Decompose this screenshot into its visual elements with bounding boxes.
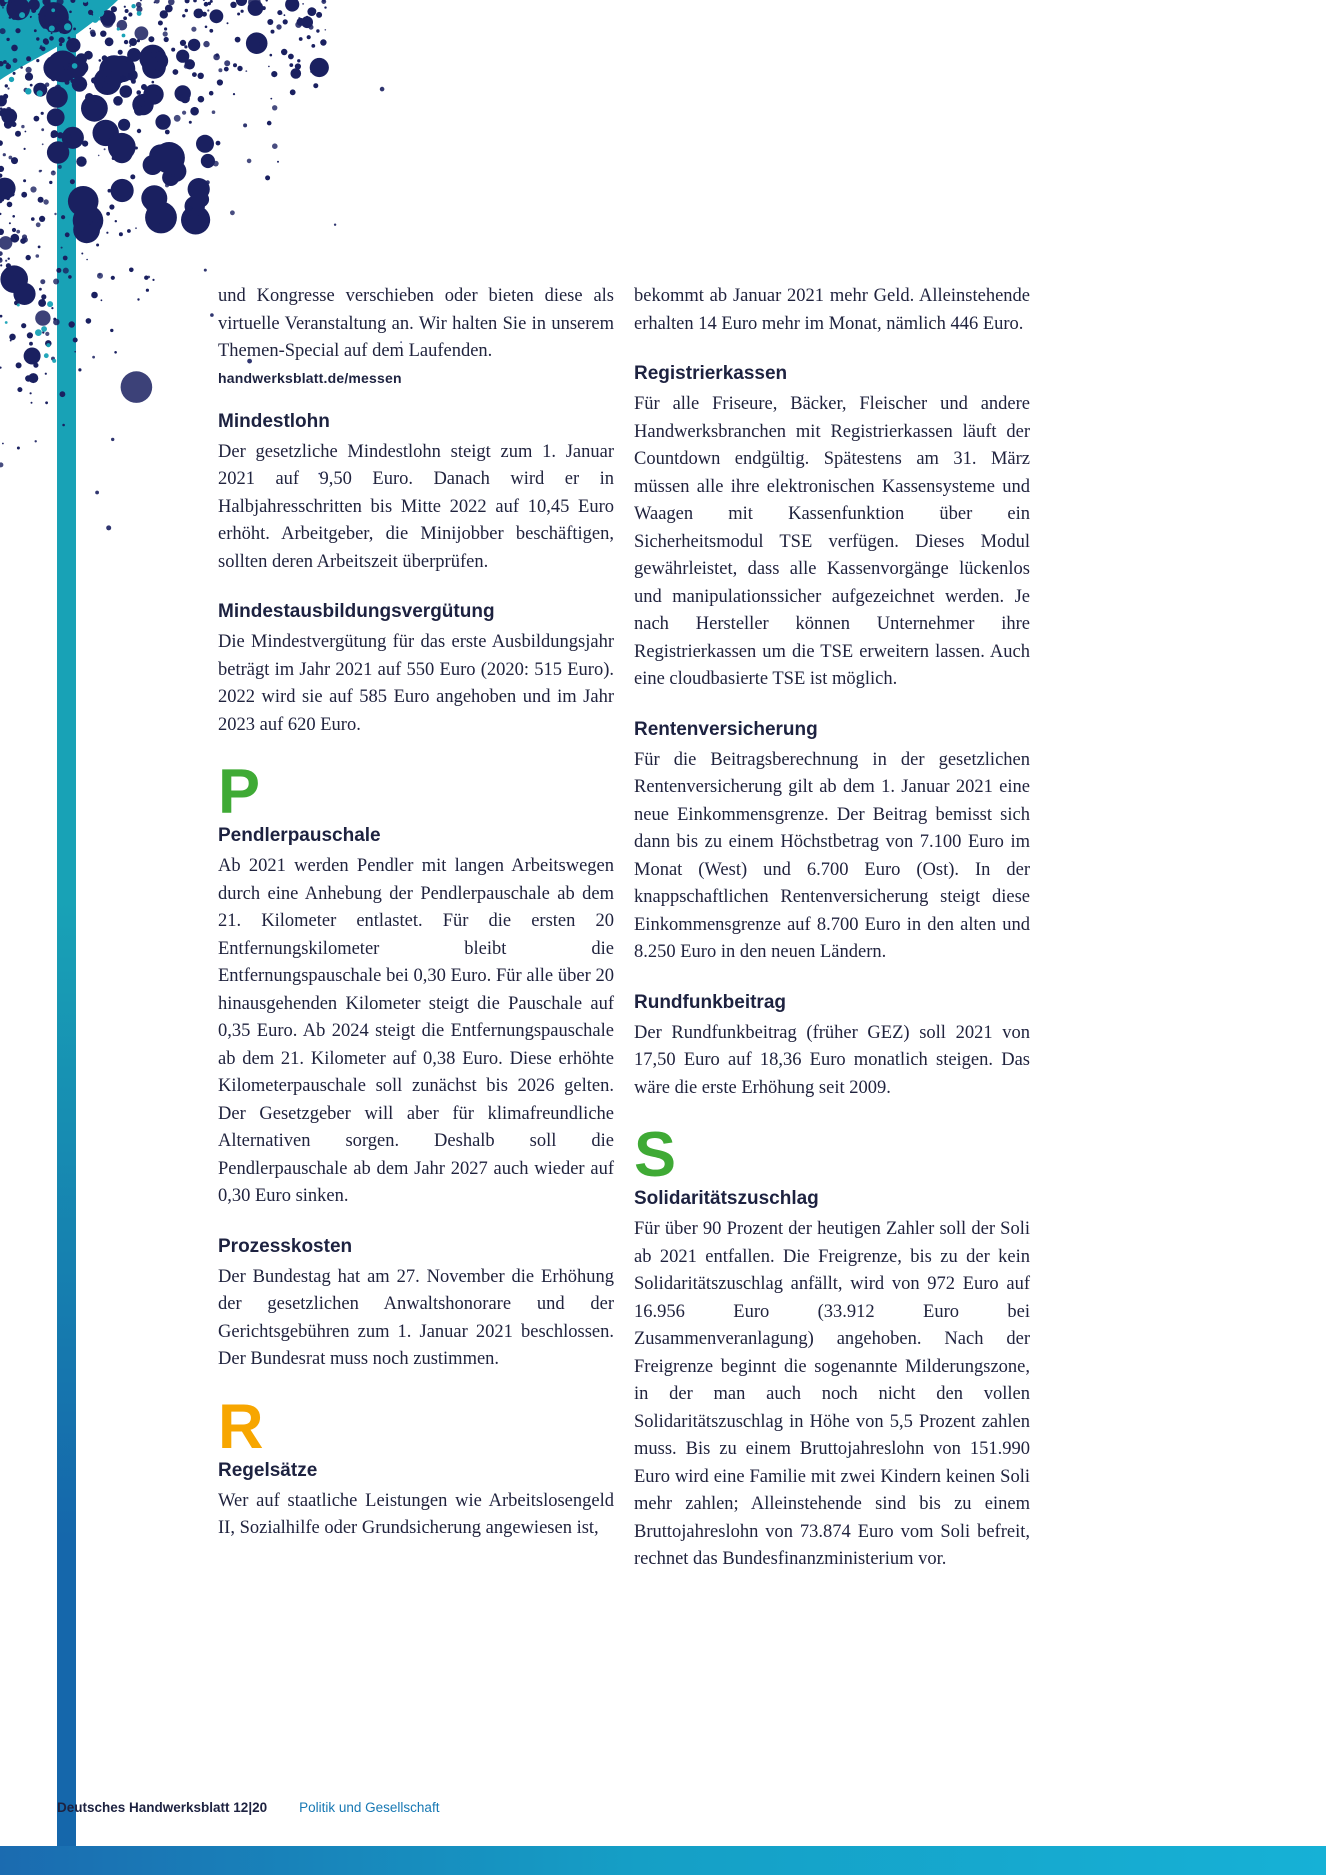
paragraph: bekommt ab Januar 2021 mehr Geld. Alleinstehende erhalten 14 Euro mehr im Monat, nämlich 446 Euro. — [634, 286, 1030, 334]
section-heading: Pendlerpauschale — [218, 825, 381, 846]
index-letter: S — [634, 1120, 677, 1190]
paragraph: Der Bundestag hat am 27. November die Erhöhung der gesetzlichen Anwaltshonorare und der Gerichtsgebühren zum 1. Januar 2021 beschlossen. Der Bundesrat muss noch zustimmen. — [218, 1266, 614, 1369]
paragraph: Für über 90 Prozent der heutigen Zahler soll der Soli ab 2021 entfallen. Die Freigrenze, bis zu der kein Solidaritätszuschlag anfällt, wird von 972 Euro auf 16.956 Euro (33.912 Euro bei Zusammenveranlagung) angehoben. Nach der Freigrenze beginnt die sogenannte Milderungszone, in der man auch noch nicht den vollen Solidaritätszuschlag in Höhe von 5,5 Prozent zahlen muss. Bis zu einem Bruttojahreslohn von 151.990 Euro wird eine Familie mit zwei Kindern keinen Soli mehr zahlen; Alleinstehende sind bis zu einem Bruttojahreslohn von 73.874 Euro vom Soli befreit, rechnet das Bundesfinanzministerium vor. — [634, 1219, 1030, 1569]
section-heading: Mindestausbildungsvergütung — [218, 601, 495, 622]
paragraph: Ab 2021 werden Pendler mit langen Arbeitswegen durch eine Anhebung der Pendlerpauschale ab dem 21. Kilometer entlastet. Für die ersten 20 Entfernungskilometer bleibt die Entfernungspauschale bei 0,30 Euro. Für alle über 20 hinausgehenden Kilometer steigt die Pauschale auf 0,35 Euro. Ab 2024 steigt die Entfernungspauschale ab dem 21. Kilometer auf 0,38 Euro. Diese erhöhte Kilometerpauschale soll zunächst bis 2026 gelten. Der Gesetzgeber will aber für klimafreundliche Alternativen sorgen. Deshalb soll die Pendlerpauschale ab dem Jahr 2027 auch wieder auf 0,30 Euro sinken. — [218, 856, 614, 1206]
website-link[interactable]: handwerksblatt.de/messen — [218, 369, 402, 386]
left-column — [218, 283, 614, 1574]
section-heading: Regelsätze — [218, 1459, 318, 1481]
page-footer — [57, 1800, 439, 1815]
section-heading: Solidaritätszuschlag — [634, 1188, 819, 1209]
index-letter: R — [218, 1391, 264, 1462]
paragraph: Der gesetzliche Mindestlohn steigt zum 1. Januar 2021 auf 9,50 Euro. Danach wird er in Halbjahresschritten bis Mitte 2022 auf 10,45 Euro erhöht. Arbeitgeber, die Minijobber beschäftigen, sollten deren Arbeitszeit überprüfen. — [218, 441, 614, 572]
bottom-gradient-bar — [0, 1846, 1326, 1875]
article-body — [218, 283, 1031, 1574]
paragraph: Für alle Friseure, Bäcker, Fleischer und andere Handwerksbranchen mit Registrierkassen läuft der Countdown endgültig. Spätestens am 31. März müssen alle ihre elektronischen Kassensysteme und Waagen mit Kassenfunktion über ein Sicherheitsmodul TSE verfügen. Dieses Modul gewährleistet, dass alle Kassenvorgänge lückenlos und manipulationssicher aufgezeichnet werden. Je nach Hersteller können Unternehmer ihre Registrierkassen um die TSE erweitern lassen. Auch eine cloudbasierte TSE ist möglich. — [634, 394, 1030, 689]
paragraph: Für die Beitragsberechnung in der gesetzlichen Rentenversicherung gilt ab dem 1. Januar 2021 eine neue Einkommensgrenze. Der Beitrag bemisst sich dann bis zu einem Höchstbetrag von 7.100 Euro im Monat (West) und 6.700 Euro (Ost). In der knappschaftlichen Rentenversicherung steigt diese Einkommensgrenze auf 8.700 Euro in den alten und 8.250 Euro in den neuen Ländern. — [634, 749, 1030, 962]
magazine-issue-label: Deutsches Handwerksblatt 12|20 — [57, 1800, 268, 1815]
paragraph: und Kongresse verschieben oder bieten diese als virtuelle Veranstaltung an. Wir halten Sie in unserem Themen-Special auf dem Laufenden. — [218, 286, 614, 361]
paragraph: Der Rundfunkbeitrag (früher GEZ) soll 2021 von 17,50 Euro auf 18,36 Euro monatlich steigen. Das wäre die erste Erhöhung seit 2009. — [634, 1022, 1030, 1098]
section-heading: Mindestlohn — [218, 410, 330, 432]
right-column — [634, 283, 1030, 1574]
section-heading: Rentenversicherung — [634, 718, 818, 740]
section-heading: Registrierkassen — [634, 363, 788, 384]
paragraph: Die Mindestvergütung für das erste Ausbildungsjahr beträgt im Jahr 2021 auf 550 Euro (2020: 515 Euro). 2022 wird sie auf 585 Euro angehoben und im Jahr 2023 auf 620 Euro. — [218, 632, 614, 735]
index-letter: P — [218, 757, 261, 827]
rubric-label: Politik und Gesellschaft — [299, 1800, 440, 1815]
section-heading: Rundfunkbeitrag — [634, 991, 786, 1013]
paragraph: Wer auf staatliche Leistungen wie Arbeitslosengeld II, Sozialhilfe oder Grundsicherung angewiesen ist, — [218, 1490, 614, 1538]
section-heading: Prozesskosten — [218, 1235, 353, 1257]
